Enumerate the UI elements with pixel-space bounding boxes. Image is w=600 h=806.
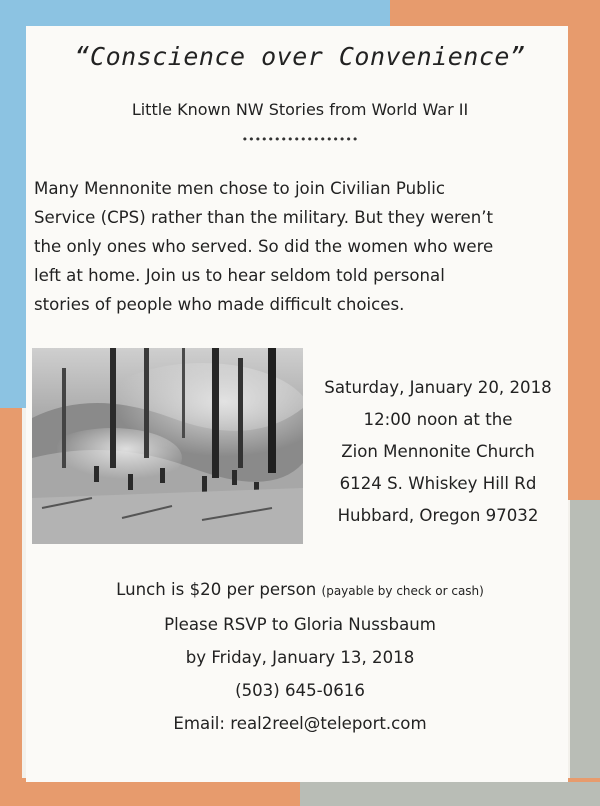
event-time: 12:00 noon at the (363, 410, 513, 429)
lunch-price: Lunch is $20 per person (116, 580, 317, 599)
historical-photo (32, 348, 303, 544)
event-street: 6124 S. Whiskey Hill Rd (339, 474, 537, 493)
rsvp-section (0, 573, 600, 740)
forest-fire-crew-photo (32, 348, 303, 544)
rsvp-contact: Please RSVP to Gloria Nussbaum (164, 615, 436, 634)
event-details (305, 372, 571, 532)
paragraph-line: stories of people who made difficult choices. (34, 295, 405, 314)
rsvp-deadline: by Friday, January 13, 2018 (185, 648, 415, 667)
lunch-line (0, 573, 600, 608)
border-band-bottom-gray (300, 782, 600, 806)
paragraph-line: left at home. Join us to hear seldom told personal (34, 266, 445, 285)
email-address: Email: real2reel@teleport.com (173, 714, 427, 733)
paragraph-line: Service (CPS) rather than the military. But they weren’t (34, 208, 494, 227)
lunch-payment-note: (payable by check or cash) (321, 584, 484, 598)
event-date: Saturday, January 20, 2018 (324, 378, 552, 397)
event-city: Hubbard, Oregon 97032 (337, 506, 539, 525)
flyer-subtitle: Little Known NW Stories from World War II (131, 100, 469, 119)
intro-paragraph (34, 174, 574, 319)
event-church: Zion Mennonite Church (341, 442, 535, 461)
phone-number: (503) 645-0616 (235, 681, 365, 700)
flyer-title: “Conscience over Convenience” (74, 42, 526, 71)
separator-dots: •••••••••••••••••• (241, 133, 359, 146)
paragraph-line: the only ones who served. So did the women who were (34, 237, 494, 256)
paragraph-line: Many Mennonite men chose to join Civilian Public (34, 179, 446, 198)
